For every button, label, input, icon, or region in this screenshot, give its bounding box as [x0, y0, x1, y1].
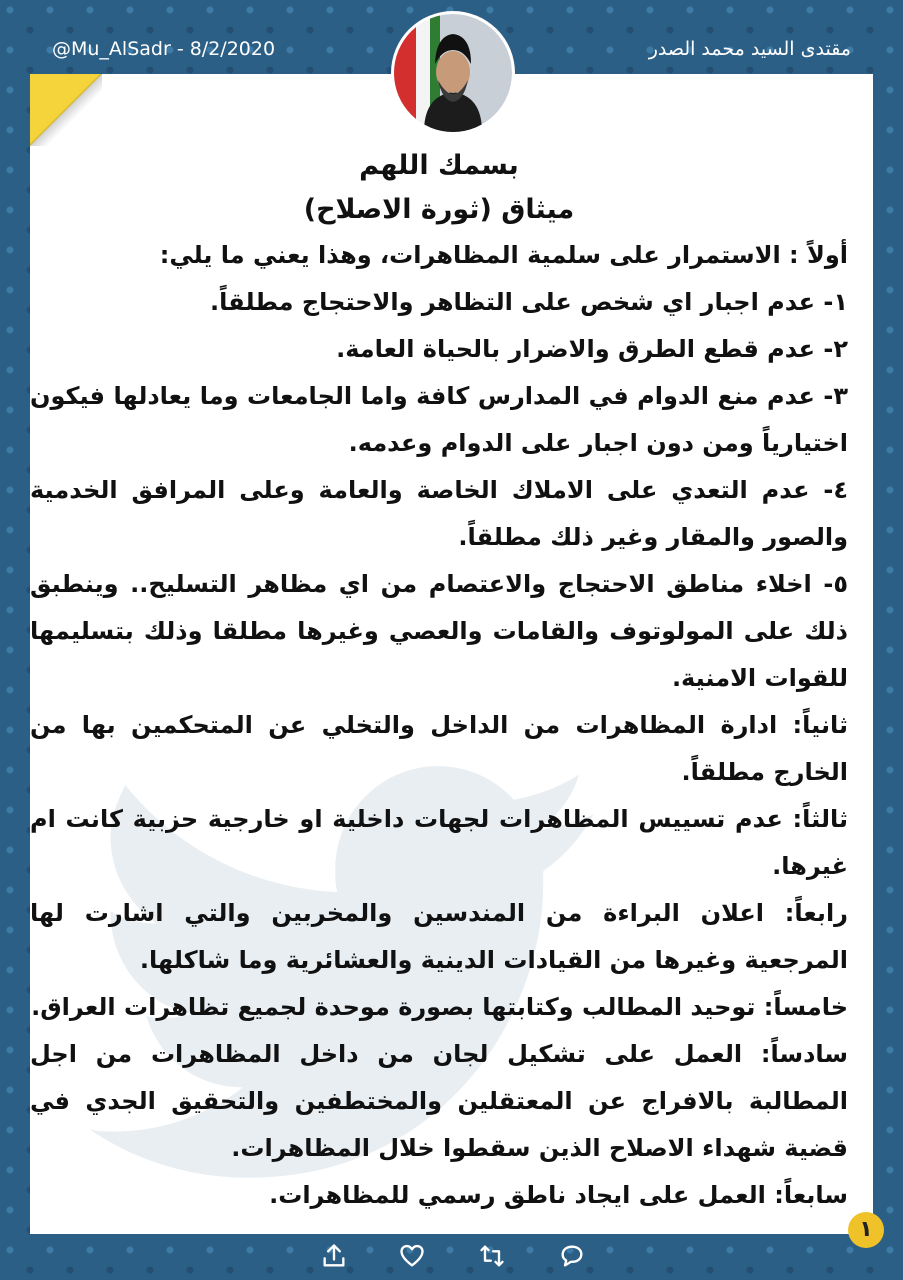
clause-paragraph: ٥- اخلاء مناطق الاحتجاج والاعتصام من اي مظاهر التسليح.. وينطبق ذلك على المولوتوف والقامات والعصي وغيرها مطلقا وذلك بتسليمها للقوات الامنية. — [30, 570, 848, 692]
avatar-portrait-icon — [394, 14, 512, 132]
clause-paragraph: رابعاً: اعلان البراءة من المندسين والمخربين والتي اشارت لها المرجعية وغيرها من القيادات الدينية والعشائرية وما شاكلها. — [30, 899, 848, 974]
charter-title: ميثاق (ثورة الاصلاح) — [303, 194, 575, 225]
clause-paragraph: ثالثاً: عدم تسييس المظاهرات لجهات داخلية او خارجية حزبية كانت ام غيرها. — [30, 805, 848, 880]
clause-paragraph: خامساً: توحيد المطالب وكتابتها بصورة موحدة لجميع تظاهرات العراق. — [31, 993, 848, 1021]
clause-paragraph: سابعاً: العمل على ايجاد ناطق رسمي للمظاهرات. — [269, 1181, 848, 1209]
like-icon[interactable] — [398, 1242, 426, 1270]
page-number-badge: ١ — [848, 1212, 884, 1248]
clause-paragraph: ١- عدم اجبار اي شخص على التظاهر والاحتجاج مطلقاً. — [210, 288, 848, 316]
clause-paragraph: ٤- عدم التعدي على الاملاك الخاصة والعامة وعلى المرافق الخدمية والصور والمقار وغير ذلك مطلقاً. — [30, 476, 848, 551]
avatar[interactable] — [394, 14, 512, 132]
clause-paragraph: سادساً: العمل على تشكيل لجان من داخل المظاهرات من اجل المطالبة بالافراج عن المعتقلين والمختطفين والتحقيق الجدي في قضية شهداء الاصلاح الذين سقطوا خلال المظاهرات. — [30, 1040, 848, 1162]
clause-paragraph: ٣- عدم منع الدوام في المدارس كافة واما الجامعات وما يعادلها فيكون اختيارياً ومن دون اجبار على الدوام وعدمه. — [30, 382, 848, 457]
tweet-handle-date: @Mu_AlSadr - 8/2/2020 — [52, 38, 276, 60]
tweet-body — [30, 144, 848, 1219]
tweet-actions-bar — [0, 1242, 903, 1272]
reply-icon[interactable] — [558, 1242, 586, 1270]
basmala-heading: بسمك اللهم — [359, 150, 519, 181]
page-curl-shadow — [30, 74, 102, 146]
author-name: مقتدى السيد محمد الصدر — [648, 38, 851, 60]
clause-paragraph: ثانياً: ادارة المظاهرات من الداخل والتخلي عن المتحكمين بها من الخارج مطلقاً. — [30, 711, 848, 786]
retweet-icon[interactable] — [478, 1242, 506, 1270]
clause-paragraph: أولاً : الاستمرار على سلمية المظاهرات، وهذا يعني ما يلي: — [159, 241, 848, 269]
clause-paragraph: ٢- عدم قطع الطرق والاضرار بالحياة العامة. — [336, 335, 848, 363]
share-icon[interactable] — [320, 1242, 348, 1270]
